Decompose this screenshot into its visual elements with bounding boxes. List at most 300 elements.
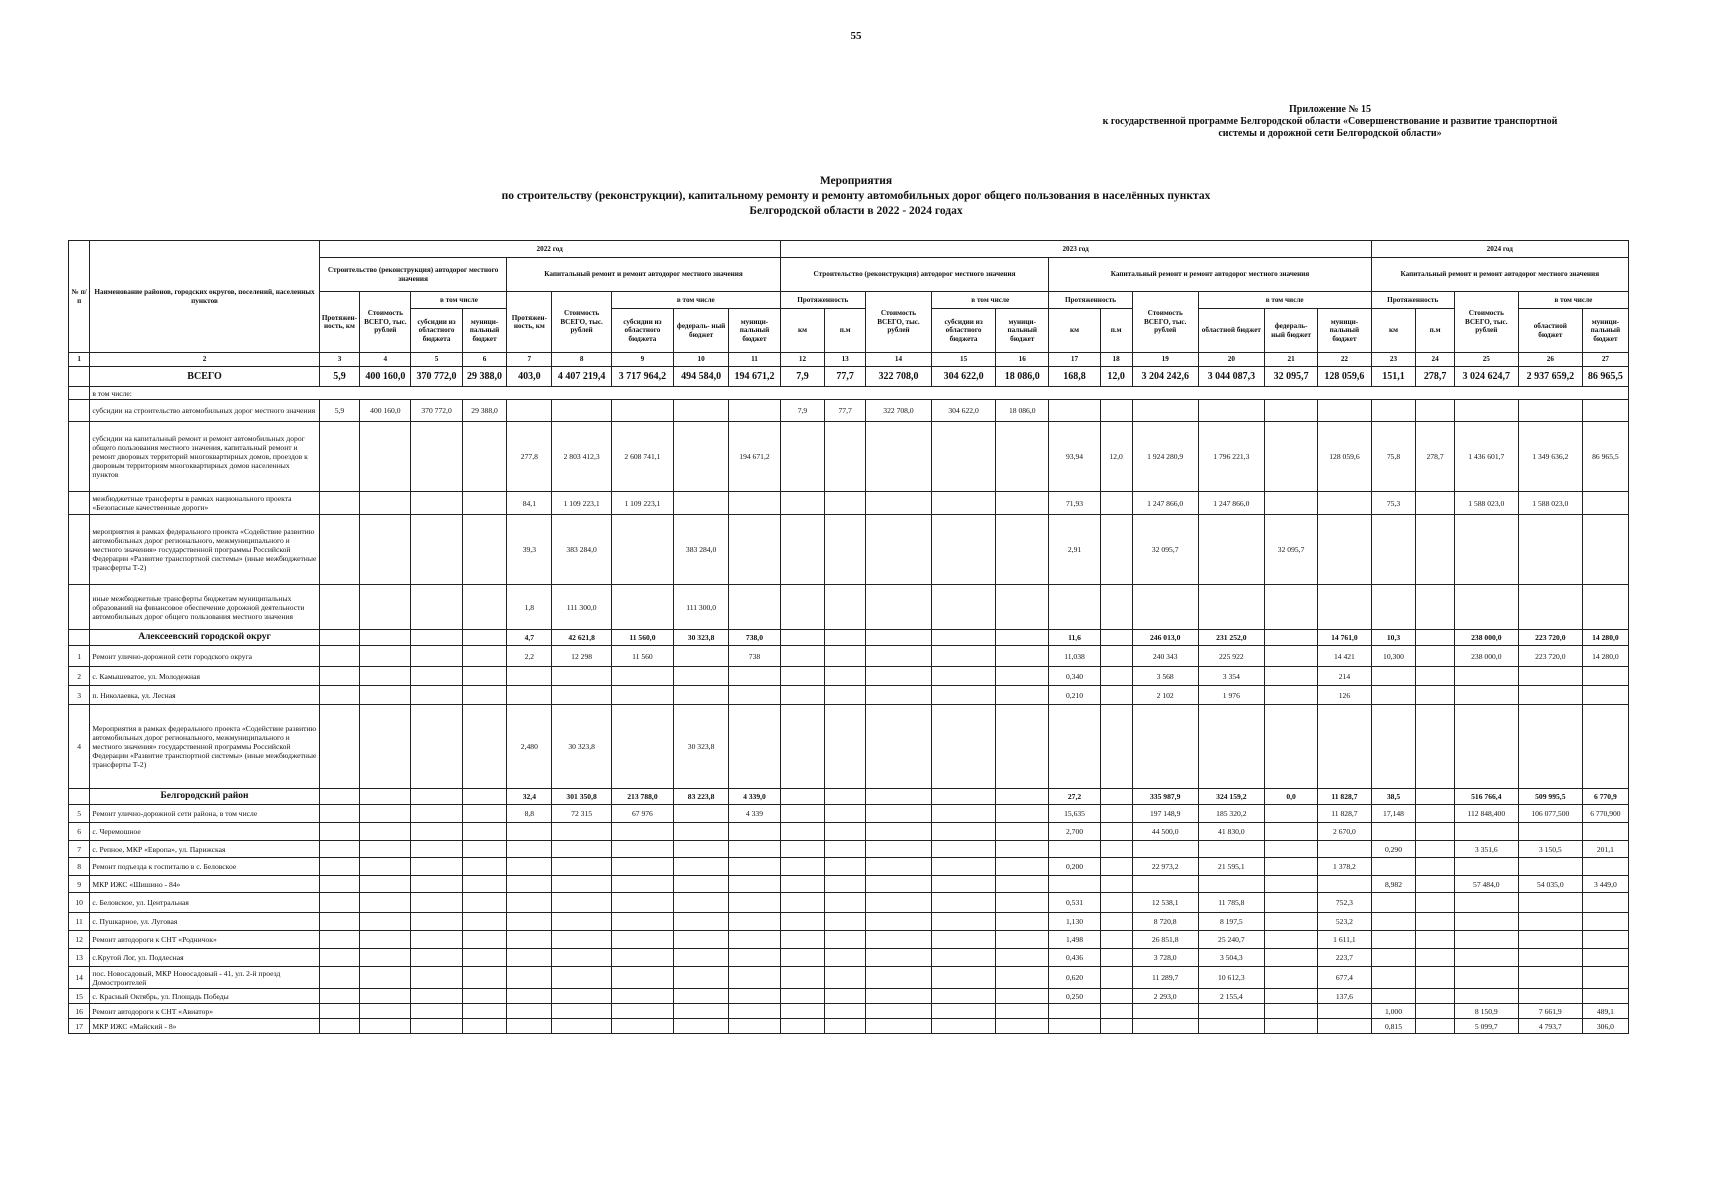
cell-col-10: [673, 949, 728, 967]
cell-col-14: [865, 949, 931, 967]
cell-col-3: [319, 789, 360, 805]
cell-col-24: [1416, 1004, 1454, 1019]
cell-col-21: [1264, 823, 1317, 841]
cell-col-14: [865, 989, 931, 1004]
cell-col-26: 223 720,0: [1518, 646, 1582, 667]
cell-col-16: [996, 492, 1049, 515]
cell-col-3: 5,9: [319, 367, 360, 387]
cell-col-27: [1582, 705, 1628, 789]
table-row: [69, 686, 1629, 705]
table-row: [69, 515, 1629, 585]
cell-col-25: [1454, 913, 1518, 931]
cell-col-27: [1582, 893, 1628, 913]
cell-col-26: 54 035,0: [1518, 876, 1582, 893]
cell-col-6: [462, 646, 507, 667]
cell-col-10: [673, 876, 728, 893]
row-number: [69, 367, 90, 387]
cell-col-9: 67 976: [611, 805, 673, 823]
cell-col-5: [411, 515, 462, 585]
cell-col-16: [996, 515, 1049, 585]
row-name: Алексеевский городской округ: [90, 630, 319, 646]
cell-col-25: 238 000,0: [1454, 646, 1518, 667]
cell-col-13: [825, 789, 866, 805]
cell-col-17: 2,91: [1049, 515, 1100, 585]
table-row: [69, 585, 1629, 630]
row-number: 6: [69, 823, 90, 841]
row-number: 15: [69, 989, 90, 1004]
header-incl: в том числе: [611, 292, 780, 309]
cell-col-21: [1264, 422, 1317, 492]
cell-col-16: [996, 705, 1049, 789]
cell-col-19: [1132, 1004, 1198, 1019]
cell-col-8: 383 284,0: [552, 515, 612, 585]
cell-col-11: [729, 585, 780, 630]
cell-col-10: [673, 931, 728, 949]
cell-col-15: [932, 422, 996, 492]
cell-col-9: [611, 667, 673, 686]
cell-col-24: [1416, 893, 1454, 913]
cell-col-19: 32 095,7: [1132, 515, 1198, 585]
cell-col-5: [411, 805, 462, 823]
column-number: 22: [1318, 353, 1371, 367]
cell-col-21: [1264, 1004, 1317, 1019]
cell-col-21: [1264, 841, 1317, 858]
cell-col-19: 11 289,7: [1132, 967, 1198, 989]
cell-col-7: [507, 823, 552, 841]
cell-col-27: 489,1: [1582, 1004, 1628, 1019]
cell-col-7: 2,480: [507, 705, 552, 789]
cell-col-3: 5,9: [319, 400, 360, 422]
cell-col-15: [932, 949, 996, 967]
cell-col-22: [1318, 841, 1371, 858]
header-name: Наименование районов, городских округов, поселений, населенных пунктов: [90, 241, 319, 353]
header-2022: 2022 год: [319, 241, 780, 258]
cell-col-27: [1582, 913, 1628, 931]
cell-col-26: 223 720,0: [1518, 630, 1582, 646]
cell-col-22: 128 059,6: [1318, 422, 1371, 492]
cell-col-10: [673, 492, 728, 515]
header-2024-capital: Капитальный ремонт и ремонт автодорог местного значения: [1371, 258, 1628, 292]
page-number: 55: [850, 30, 862, 42]
cell-col-17: [1049, 585, 1100, 630]
header-2024: 2024 год: [1371, 241, 1628, 258]
row-number: [69, 422, 90, 492]
cell-col-19: 12 538,1: [1132, 893, 1198, 913]
cell-col-10: [673, 646, 728, 667]
cell-col-14: [865, 667, 931, 686]
cell-col-3: [319, 967, 360, 989]
cell-col-24: [1416, 989, 1454, 1004]
cell-col-16: [996, 931, 1049, 949]
cell-col-22: 214: [1318, 667, 1371, 686]
cell-col-19: 335 987,9: [1132, 789, 1198, 805]
header-length: Протяженность: [1049, 292, 1132, 309]
cell-col-12: [780, 931, 825, 949]
cell-col-4: 400 160,0: [360, 400, 411, 422]
cell-col-15: [932, 492, 996, 515]
table-row: [69, 823, 1629, 841]
cell-col-6: [462, 931, 507, 949]
cell-col-16: [996, 893, 1049, 913]
row-name: Мероприятия в рамках федерального проекта «Содействие развитию автомобильных дорог регионального, межмуниципального и местного значения» государственной программы Российской Федерации «Развитие транспортной системы» (иные межбюджетные трансферты Т-2): [90, 705, 319, 789]
cell-col-24: [1416, 949, 1454, 967]
cell-col-20: 41 830,0: [1198, 823, 1264, 841]
cell-col-8: 12 298: [552, 646, 612, 667]
cell-col-4: [360, 949, 411, 967]
cell-col-22: [1318, 585, 1371, 630]
row-name: в том числе:: [90, 387, 1629, 400]
cell-col-8: [552, 686, 612, 705]
cell-col-9: [611, 876, 673, 893]
cell-col-9: [611, 515, 673, 585]
cell-col-19: 1 924 280,9: [1132, 422, 1198, 492]
cell-col-11: [729, 823, 780, 841]
header-cost-total: Стоимость ВСЕГО, тыс. рублей: [1132, 292, 1198, 353]
cell-col-26: [1518, 949, 1582, 967]
cell-col-26: [1518, 400, 1582, 422]
cell-col-21: [1264, 989, 1317, 1004]
cell-col-16: [996, 949, 1049, 967]
cell-col-25: [1454, 967, 1518, 989]
cell-col-4: [360, 1019, 411, 1034]
row-number: 17: [69, 1019, 90, 1034]
cell-col-8: [552, 841, 612, 858]
cell-col-12: [780, 949, 825, 967]
cell-col-7: 8,8: [507, 805, 552, 823]
cell-col-5: [411, 585, 462, 630]
cell-col-24: [1416, 705, 1454, 789]
table-row: [69, 876, 1629, 893]
header-incl: в том числе: [1518, 292, 1628, 309]
cell-col-14: [865, 1019, 931, 1034]
column-number: 23: [1371, 353, 1416, 367]
cell-col-13: [825, 841, 866, 858]
cell-col-21: [1264, 913, 1317, 931]
cell-col-22: 1 611,1: [1318, 931, 1371, 949]
cell-col-23: 8,982: [1371, 876, 1416, 893]
table-row: [69, 705, 1629, 789]
cell-col-13: [825, 515, 866, 585]
cell-col-23: 75,8: [1371, 422, 1416, 492]
cell-col-24: [1416, 913, 1454, 931]
cell-col-11: [729, 705, 780, 789]
cell-col-8: 72 315: [552, 805, 612, 823]
table-row: [69, 931, 1629, 949]
cell-col-4: [360, 1004, 411, 1019]
cell-col-26: 3 150,5: [1518, 841, 1582, 858]
cell-col-11: [729, 841, 780, 858]
header-sub-region: субсидии из областного бюджета: [611, 309, 673, 353]
cell-col-14: [865, 492, 931, 515]
cell-col-10: [673, 893, 728, 913]
row-number: [69, 630, 90, 646]
cell-col-18: 12,0: [1100, 367, 1132, 387]
cell-col-14: [865, 876, 931, 893]
cell-col-11: [729, 893, 780, 913]
cell-col-18: [1100, 646, 1132, 667]
cell-col-11: 194 671,2: [729, 422, 780, 492]
cell-col-16: [996, 1004, 1049, 1019]
cell-col-4: [360, 989, 411, 1004]
cell-col-7: [507, 667, 552, 686]
cell-col-9: [611, 585, 673, 630]
cell-col-27: [1582, 949, 1628, 967]
cell-col-6: [462, 805, 507, 823]
row-name: субсидии на строительство автомобильных дорог местного значения: [90, 400, 319, 422]
cell-col-15: [932, 1004, 996, 1019]
cell-col-11: 738,0: [729, 630, 780, 646]
cell-col-22: [1318, 515, 1371, 585]
header-km: км: [1049, 309, 1100, 353]
table-row: [69, 967, 1629, 989]
cell-col-5: [411, 858, 462, 876]
cell-col-15: [932, 1019, 996, 1034]
cell-col-8: [552, 967, 612, 989]
cell-col-15: [932, 789, 996, 805]
cell-col-7: 39,3: [507, 515, 552, 585]
cell-col-4: [360, 646, 411, 667]
cell-col-11: [729, 931, 780, 949]
header-length: Протяженность: [780, 292, 865, 309]
row-name: п. Николаевка, ул. Лесная: [90, 686, 319, 705]
cell-col-24: [1416, 967, 1454, 989]
cell-col-26: [1518, 893, 1582, 913]
row-name: с. Камышеватое, ул. Молодежная: [90, 667, 319, 686]
cell-col-8: 2 803 412,3: [552, 422, 612, 492]
cell-col-12: [780, 876, 825, 893]
cell-col-20: 1 247 866,0: [1198, 492, 1264, 515]
cell-col-20: 231 252,0: [1198, 630, 1264, 646]
cell-col-27: 306,0: [1582, 1019, 1628, 1034]
cell-col-7: [507, 400, 552, 422]
cell-col-19: 1 247 866,0: [1132, 492, 1198, 515]
cell-col-19: 2 102: [1132, 686, 1198, 705]
row-number: 12: [69, 931, 90, 949]
cell-col-16: [996, 876, 1049, 893]
header-length: Протяженность: [1371, 292, 1454, 309]
cell-col-17: [1049, 400, 1100, 422]
cell-col-22: 14 421: [1318, 646, 1371, 667]
cell-col-16: [996, 630, 1049, 646]
cell-col-27: [1582, 686, 1628, 705]
row-number: 8: [69, 858, 90, 876]
cell-col-4: [360, 585, 411, 630]
cell-col-9: [611, 705, 673, 789]
cell-col-8: [552, 893, 612, 913]
column-number: 5: [411, 353, 462, 367]
cell-col-3: [319, 422, 360, 492]
cell-col-3: [319, 686, 360, 705]
cell-col-12: [780, 913, 825, 931]
cell-col-24: [1416, 931, 1454, 949]
header-mun: муници- пальный бюджет: [729, 309, 780, 353]
cell-col-4: [360, 515, 411, 585]
cell-col-13: [825, 858, 866, 876]
cell-col-17: 2,700: [1049, 823, 1100, 841]
row-name: мероприятия в рамках федерального проекта «Содействие развитию автомобильных дорог регионального, межмуниципального и местного значения» государственной программы Российской Федерации «Развитие транспортной системы» (иные межбюджетные трансферты Т-2): [90, 515, 319, 585]
table-row: [69, 989, 1629, 1004]
cell-col-22: 128 059,6: [1318, 367, 1371, 387]
cell-col-5: [411, 686, 462, 705]
cell-col-17: 0,340: [1049, 667, 1100, 686]
cell-col-21: [1264, 492, 1317, 515]
cell-col-25: 3 024 624,7: [1454, 367, 1518, 387]
cell-col-15: [932, 967, 996, 989]
cell-col-24: [1416, 876, 1454, 893]
cell-col-8: 111 300,0: [552, 585, 612, 630]
cell-col-17: [1049, 876, 1100, 893]
cell-col-6: [462, 858, 507, 876]
cell-col-10: 111 300,0: [673, 585, 728, 630]
cell-col-7: [507, 967, 552, 989]
cell-col-23: [1371, 585, 1416, 630]
cell-col-9: [611, 893, 673, 913]
table-row: [69, 893, 1629, 913]
row-number: 10: [69, 893, 90, 913]
cell-col-19: 22 973,2: [1132, 858, 1198, 876]
cell-col-27: [1582, 492, 1628, 515]
cell-col-12: [780, 585, 825, 630]
row-number: [69, 492, 90, 515]
cell-col-10: [673, 400, 728, 422]
cell-col-13: [825, 893, 866, 913]
cell-col-12: [780, 667, 825, 686]
table-row: [69, 1004, 1629, 1019]
cell-col-19: 3 204 242,6: [1132, 367, 1198, 387]
cell-col-3: [319, 949, 360, 967]
cell-col-23: 0,815: [1371, 1019, 1416, 1034]
cell-col-9: [611, 967, 673, 989]
cell-col-26: [1518, 705, 1582, 789]
cell-col-19: 3 728,0: [1132, 949, 1198, 967]
cell-col-17: 0,210: [1049, 686, 1100, 705]
cell-col-5: [411, 841, 462, 858]
cell-col-12: [780, 823, 825, 841]
cell-col-4: [360, 422, 411, 492]
row-number: 4: [69, 705, 90, 789]
cell-col-18: [1100, 686, 1132, 705]
cell-col-5: [411, 667, 462, 686]
cell-col-12: [780, 789, 825, 805]
cell-col-18: [1100, 949, 1132, 967]
cell-col-5: [411, 876, 462, 893]
cell-col-8: [552, 1004, 612, 1019]
cell-col-18: 12,0: [1100, 422, 1132, 492]
cell-col-14: 322 708,0: [865, 400, 931, 422]
cell-col-10: 494 584,0: [673, 367, 728, 387]
cell-col-25: 516 766,4: [1454, 789, 1518, 805]
cell-col-16: [996, 805, 1049, 823]
cell-col-6: 29 388,0: [462, 367, 507, 387]
cell-col-25: [1454, 705, 1518, 789]
cell-col-12: [780, 841, 825, 858]
cell-col-9: 3 717 964,2: [611, 367, 673, 387]
cell-col-13: [825, 967, 866, 989]
row-number: 9: [69, 876, 90, 893]
cell-col-7: 2,2: [507, 646, 552, 667]
row-name: с. Репное, МКР «Европа», ул. Парижская: [90, 841, 319, 858]
cell-col-9: [611, 1019, 673, 1034]
cell-col-14: [865, 705, 931, 789]
cell-col-6: [462, 667, 507, 686]
column-number: 4: [360, 353, 411, 367]
table-row: [69, 646, 1629, 667]
cell-col-25: 238 000,0: [1454, 630, 1518, 646]
table-row: [69, 492, 1629, 515]
cell-col-7: [507, 1004, 552, 1019]
row-name: пос. Новосадовый, МКР Новосадовый - 41, ул. 2-й проезд Домостроителей: [90, 967, 319, 989]
cell-col-20: 25 240,7: [1198, 931, 1264, 949]
cell-col-17: 0,531: [1049, 893, 1100, 913]
cell-col-21: [1264, 686, 1317, 705]
cell-col-13: [825, 1019, 866, 1034]
cell-col-12: [780, 858, 825, 876]
cell-col-16: [996, 823, 1049, 841]
cell-col-15: [932, 805, 996, 823]
cell-col-11: [729, 515, 780, 585]
cell-col-4: [360, 823, 411, 841]
cell-col-23: [1371, 949, 1416, 967]
cell-col-24: [1416, 1019, 1454, 1034]
cell-col-4: [360, 705, 411, 789]
cell-col-14: 322 708,0: [865, 367, 931, 387]
table-row: [69, 667, 1629, 686]
cell-col-8: [552, 931, 612, 949]
cell-col-26: [1518, 913, 1582, 931]
cell-col-17: 1,130: [1049, 913, 1100, 931]
cell-col-18: [1100, 823, 1132, 841]
cell-col-23: [1371, 913, 1416, 931]
cell-col-27: [1582, 967, 1628, 989]
cell-col-12: [780, 422, 825, 492]
column-number: 17: [1049, 353, 1100, 367]
cell-col-25: [1454, 667, 1518, 686]
cell-col-6: [462, 705, 507, 789]
header-mun: муници- пальный бюджет: [996, 309, 1049, 353]
cell-col-22: [1318, 1004, 1371, 1019]
cell-col-14: [865, 841, 931, 858]
cell-col-16: [996, 967, 1049, 989]
table-row: [69, 387, 1629, 400]
cell-col-11: 738: [729, 646, 780, 667]
cell-col-23: [1371, 967, 1416, 989]
cell-col-7: 403,0: [507, 367, 552, 387]
cell-col-21: [1264, 400, 1317, 422]
cell-col-8: 301 350,8: [552, 789, 612, 805]
cell-col-24: [1416, 823, 1454, 841]
row-name: МКР ИЖС «Шишино - 84»: [90, 876, 319, 893]
cell-col-26: [1518, 967, 1582, 989]
cell-col-12: [780, 805, 825, 823]
cell-col-11: [729, 492, 780, 515]
cell-col-14: [865, 805, 931, 823]
cell-col-4: [360, 630, 411, 646]
row-name: субсидии на капитальный ремонт и ремонт автомобильных дорог общего пользования местного значения, капитальный ремонт и ремонт дворовых территорий многоквартирных домов, проездов к дворовым территориям многоквартирных домов населенных пунктов: [90, 422, 319, 492]
cell-col-20: [1198, 400, 1264, 422]
cell-col-21: [1264, 893, 1317, 913]
cell-col-13: [825, 913, 866, 931]
cell-col-14: [865, 913, 931, 931]
cell-col-16: [996, 1019, 1049, 1034]
cell-col-22: 2 670,0: [1318, 823, 1371, 841]
cell-col-18: [1100, 931, 1132, 949]
cell-col-15: [932, 705, 996, 789]
cell-col-26: [1518, 931, 1582, 949]
cell-col-6: [462, 893, 507, 913]
cell-col-23: [1371, 989, 1416, 1004]
cell-col-27: 3 449,0: [1582, 876, 1628, 893]
cell-col-16: [996, 858, 1049, 876]
